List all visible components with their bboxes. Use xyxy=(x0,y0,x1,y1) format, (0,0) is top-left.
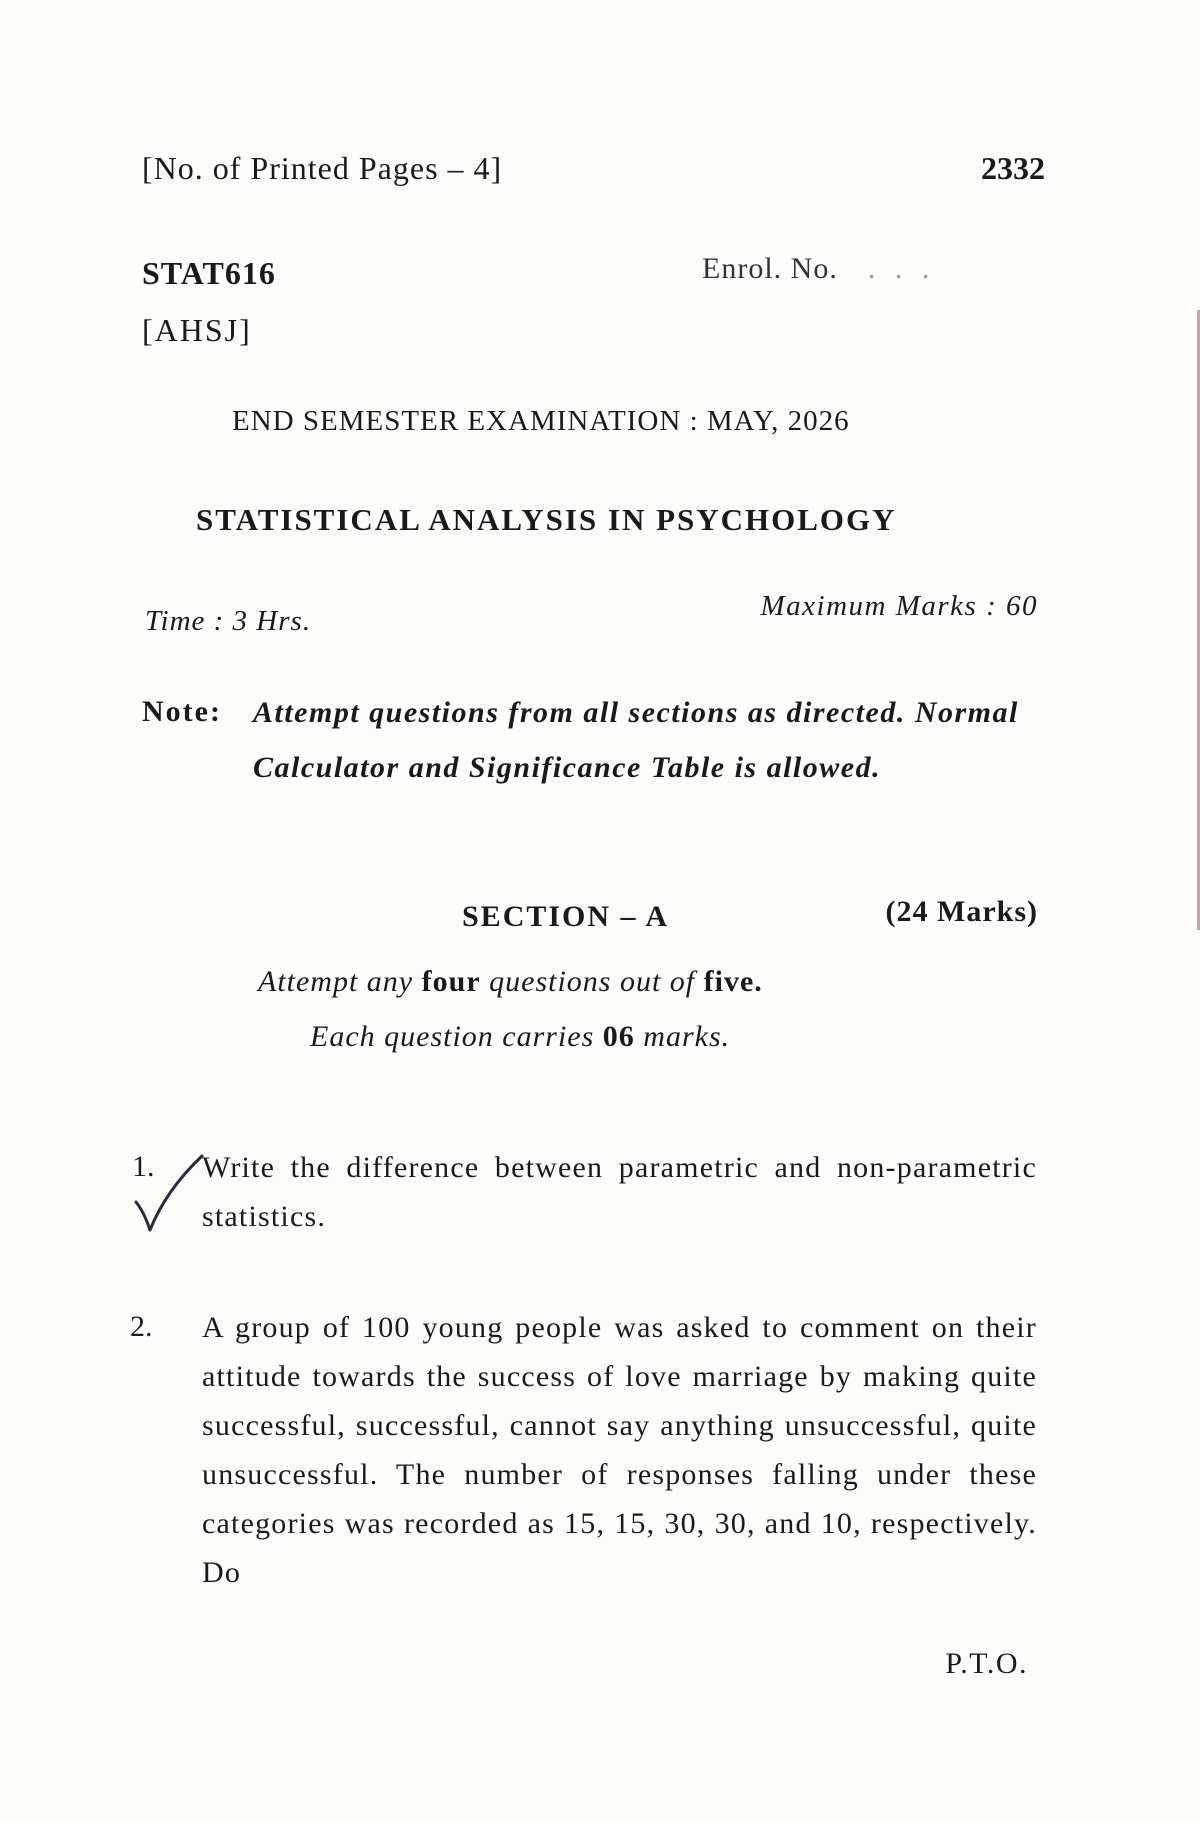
enrol-number xyxy=(702,252,935,286)
note-text: Attempt questions from all sections as directed. Normal Calculator and Significance Table is allowed. xyxy=(253,696,1019,784)
batch-code: [AHSJ] xyxy=(142,312,252,348)
enrol-blank: . . . xyxy=(867,252,936,285)
section-instruction-attempt: Attempt any four questions out of five. xyxy=(258,965,763,998)
section-a-title: SECTION – A xyxy=(462,900,670,933)
section-instruction-marks: Each question carries 06 marks. xyxy=(310,1020,731,1053)
enrol-label: Enrol. No. xyxy=(702,252,838,285)
section-a-marks: (24 Marks) xyxy=(885,895,1038,928)
paper-number: 2332 xyxy=(981,150,1045,186)
page-turn-over: P.T.O. xyxy=(945,1647,1028,1680)
note-label: Note: xyxy=(142,695,222,728)
course-code: STAT616 xyxy=(142,255,276,291)
question-text: A group of 100 young people was asked to comment on their attitude towards the success of love marriage by making quite successful, successful, cannot say anything unsuccessful, quite unsuccessful. The number of responses falling under these categories was recorded as 15, 15, 30, 30, and 10, respectively. Do xyxy=(202,1311,1037,1589)
exam-duration: Time : 3 Hrs. xyxy=(145,605,312,637)
printed-pages-count: [No. of Printed Pages – 4] xyxy=(142,150,503,186)
exam-title: END SEMESTER EXAMINATION : MAY, 2026 xyxy=(232,405,850,437)
subject-title: STATISTICAL ANALYSIS IN PSYCHOLOGY xyxy=(196,502,897,537)
maximum-marks: Maximum Marks : 60 xyxy=(760,590,1038,622)
question-number: 2. xyxy=(130,1310,153,1343)
question-number: 1. xyxy=(132,1150,155,1183)
question-text: Write the difference between parametric and non-parametric statistics. xyxy=(202,1151,1037,1233)
